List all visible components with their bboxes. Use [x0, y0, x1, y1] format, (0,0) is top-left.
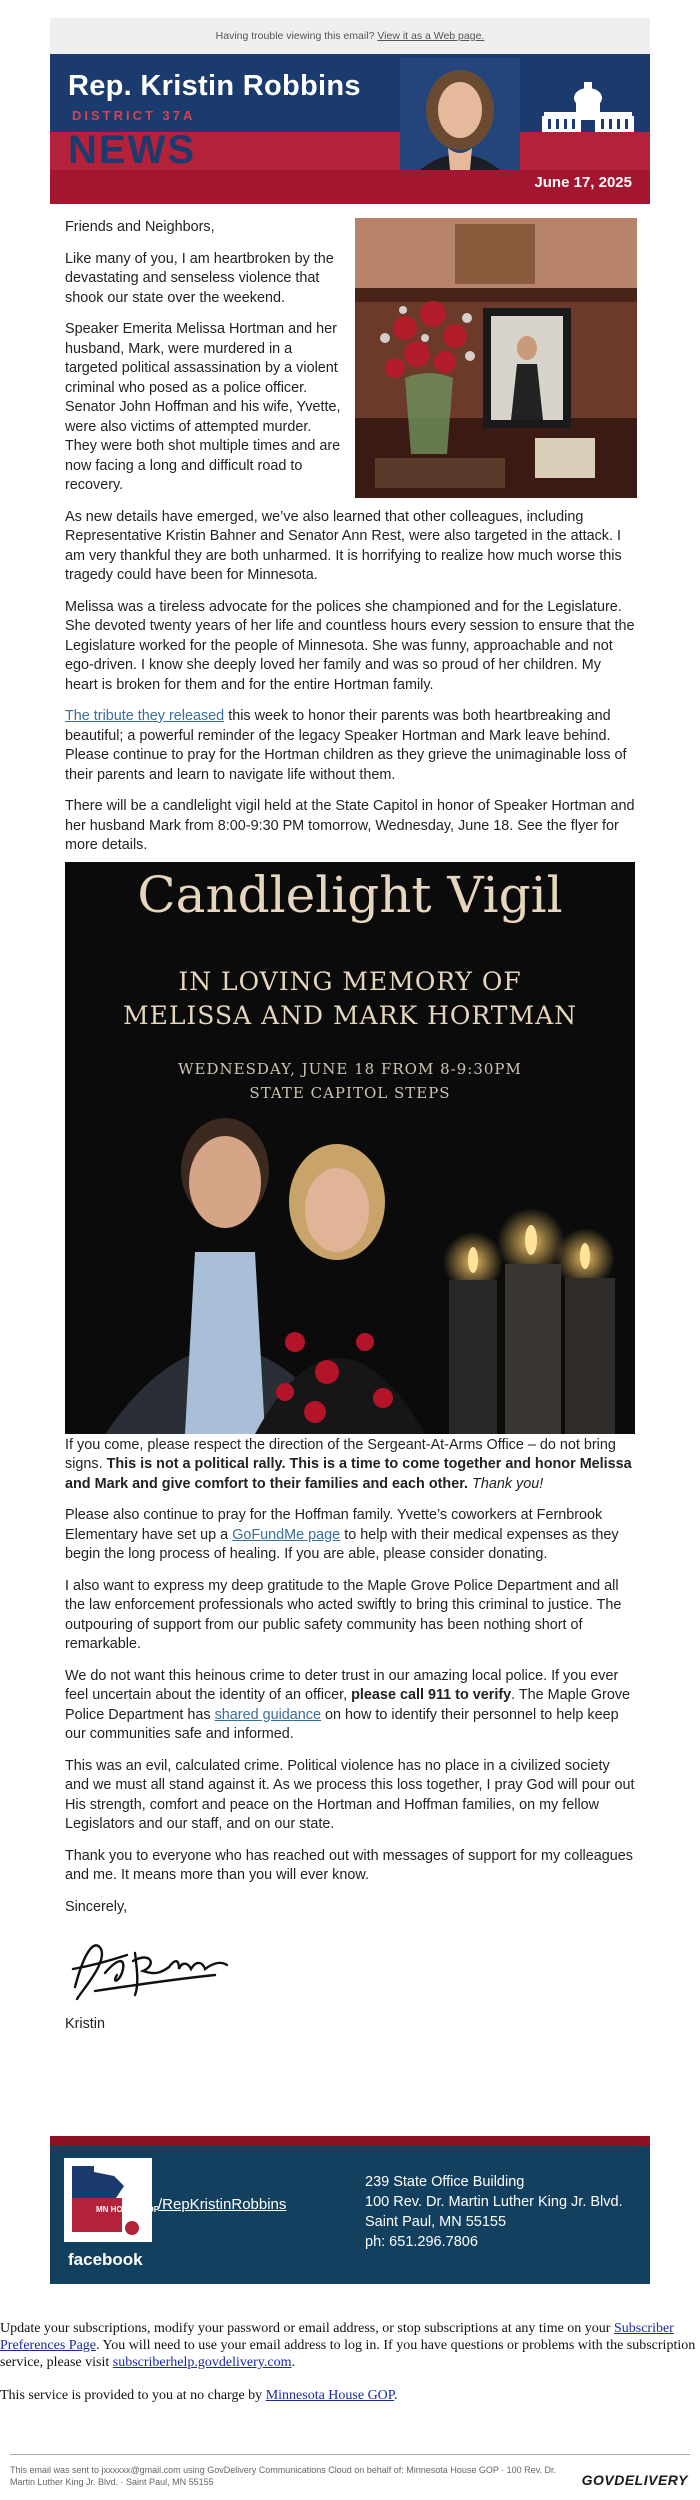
- vigil-location: STATE CAPITOL STEPS: [249, 1083, 451, 1102]
- vigil-title: Candlelight Vigil: [137, 865, 563, 924]
- representative-portrait: [400, 58, 520, 170]
- tribute-link[interactable]: The tribute they released: [65, 708, 225, 724]
- handwritten-signature: [65, 1929, 235, 2007]
- vigil-subtitle-1: IN LOVING MEMORY OF: [178, 966, 522, 996]
- letter-body: [65, 218, 637, 2047]
- address-line-3: Saint Paul, MN 55155: [365, 2214, 507, 2230]
- service-provided-text: This service is provided to you at no charge by Minnesota House GOP.: [0, 2388, 398, 2403]
- banner-district: DISTRICT 37A: [72, 108, 196, 123]
- subscriber-preferences-link[interactable]: Subscriber Preferences Page: [0, 2321, 674, 2353]
- logo-text: MN HOUSE GOP: [96, 2205, 160, 2214]
- banner-name: Rep. Kristin Robbins: [68, 70, 361, 102]
- banner-news: NEWS: [68, 128, 196, 172]
- facebook-profile-link[interactable]: /RepKristinRobbins: [158, 2196, 287, 2213]
- subscription-notice: [0, 2320, 700, 2420]
- subscriber-help-link[interactable]: subscriberhelp.govdelivery.com: [112, 2355, 292, 2370]
- vigil-date-time: WEDNESDAY, JUNE 18 FROM 8-9:30PM: [178, 1059, 522, 1078]
- signoff: Kristin: [65, 2016, 105, 2032]
- paragraph-6: There will be a candlelight vigil held at the State Capitol in honor of Speaker Hortman and her husband Mark from 8:00-9:30 PM tomorrow, Wednesday, June 18. See the flyer for more details.: [65, 798, 635, 853]
- newsletter-date: June 17, 2025: [534, 174, 632, 191]
- greeting: Friends and Neighbors,: [65, 219, 215, 235]
- memorial-flowers-photo: [355, 218, 637, 498]
- paragraph-5: The tribute they released this week to honor their parents was both heartbreaking and beautiful; a powerful reminder of the legacy Speaker Hortman and Mark leave behind. Please continue to pray for the Hortman children as they grieve the unimaginable loss of their parents and learn to navigate life without them.: [65, 708, 627, 783]
- paragraph-7: If you come, please respect the direction of the Sergeant-At-Arms Office – do not bring signs. This is not a political rally. This is a time to come together and honor Melissa and Mark and give comfort to their families and each other. Thank you!: [65, 1436, 632, 1492]
- shared-guidance-link[interactable]: shared guidance: [214, 1706, 321, 1723]
- paragraph-1: Like many of you, I am heartbroken by the devastating and senseless violence that shook our state over the weekend.: [65, 250, 334, 306]
- govdelivery-logo[interactable]: GOVDELIVERY: [581, 2472, 688, 2488]
- facebook-label: facebook: [68, 2250, 143, 2269]
- minnesota-house-gop-link[interactable]: Minnesota House GOP: [265, 2388, 395, 2403]
- preheader-text: Having trouble viewing this email?: [215, 30, 375, 42]
- candlelight-vigil-flyer: [65, 862, 635, 1434]
- footer-contact-box: [50, 2136, 650, 2284]
- subscription-text: Update your subscriptions, modify your password or email address, or stop subscriptions at any time on your Subscriber Preferences Page. You will need to use your email address to log in. If you have questions or problems with the subscription service, please visit subscriberhelp.govdelivery.com.: [0, 2321, 696, 2370]
- phone-number: ph: 651.296.7806: [365, 2234, 478, 2250]
- vigil-subtitle-2: MELISSA AND MARK HORTMAN: [122, 1000, 578, 1030]
- paragraph-3: As new details have emerged, we’ve also learned that other colleagues, including Representative Kristin Bahner and Senator Ann Rest, were also targeted in the attack. I am very thankful they are both unharmed. It is horrifying to realize how much worse this tragedy could have been for Minnesota.: [65, 508, 622, 583]
- capitol-building-icon: [538, 80, 638, 136]
- address-line-1: 239 State Office Building: [365, 2174, 525, 2190]
- office-address: [365, 2172, 623, 2252]
- gofundme-link[interactable]: GoFundMe page: [232, 1526, 341, 1543]
- paragraph-11: This was an evil, calculated crime. Political violence has no place in a civilized society and we must all stand against it. As we process this loss together, I pray God will pour out His strength, comfort and peace on the Hortman and Hoffman families, on my fellow Legislators and our staff, and on our state.: [65, 1757, 635, 1832]
- email-preheader: [50, 18, 650, 54]
- paragraph-10: We do not want this heinous crime to deter trust in our amazing local police. If you ever feel uncertain about the identity of an officer, please call 911 to verify. The Maple Grove Police Department has shared guidance on how to identify their personnel to help keep our communities safe and informed.: [65, 1667, 631, 1742]
- paragraph-9: I also want to express my deep gratitude to the Maple Grove Police Department and all the law enforcement professionals who acted swiftly to bring this criminal to justice. The outpouring of support from our public safety community has been nothing short of remarkable.: [65, 1577, 622, 1652]
- paragraph-8: Please also continue to pray for the Hoffman family. Yvette’s coworkers at Fernbrook Elementary have set up a GoFundMe page to help with their medical expenses as they begin the long process of healing. If you are able, please consider donating.: [65, 1507, 619, 1562]
- closing: Sincerely,: [65, 1898, 128, 1915]
- paragraph-2: Speaker Emerita Melissa Hortman and her husband, Mark, were murdered in a targeted political assassination by a violent criminal who posed as a police officer. Senator John Hoffman and his wife, Yvette, were also victims of attempted murder. They were both shot multiple times and are now facing a long and difficult road to recovery.: [65, 321, 341, 493]
- mn-house-gop-logo[interactable]: [64, 2158, 160, 2242]
- paragraph-12: Thank you to everyone who has reached out with messages of support for my colleagues and me. It means more than you will ever know.: [65, 1847, 633, 1883]
- fine-print: This email was sent to jxxxxxx@gmail.com using GovDelivery Communications Cloud on behalf of: Minnesota House GOP · 100 Rev. Dr. Martin Luther King Jr. Blvd. · Saint Paul, MN 55155: [10, 2465, 557, 2487]
- hortman-couple-photo: [65, 1112, 635, 1434]
- header-banner: [50, 54, 650, 204]
- view-web-page-link[interactable]: View it as a Web page.: [377, 30, 485, 42]
- address-line-2: 100 Rev. Dr. Martin Luther King Jr. Blvd.: [365, 2194, 623, 2210]
- footer-divider: [10, 2454, 690, 2455]
- paragraph-4: Melissa was a tireless advocate for the polices she championed and for the Legislature. She devoted twenty years of her life and countless hours every session to ensure that the Legislature worked for the people of Minnesota. She was funny, approachable and not ego-driven. I know she deeply loved her family and was so proud of her children. My heart is broken for them and for the entire Hortman family.: [65, 598, 635, 693]
